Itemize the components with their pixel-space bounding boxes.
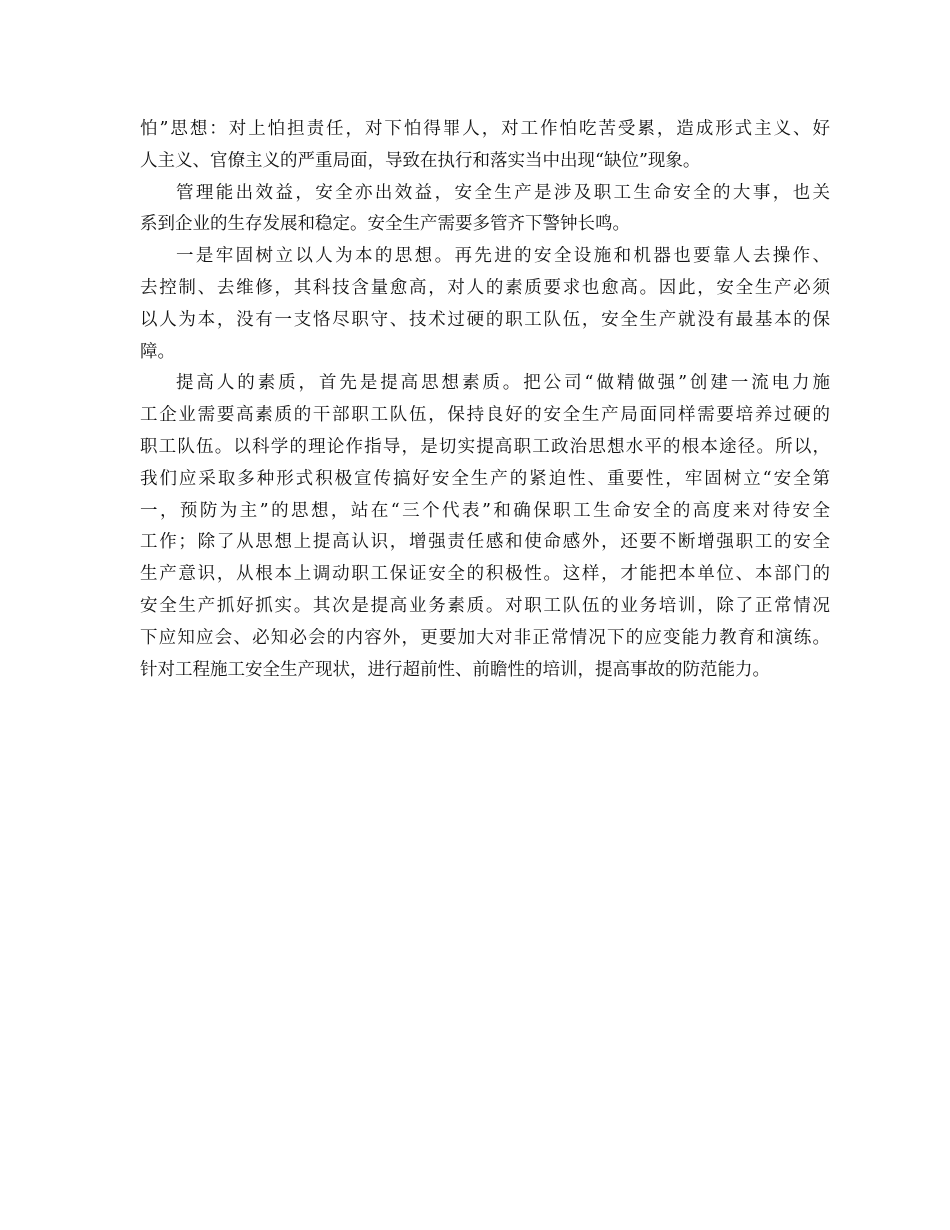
text-line: 障。 xyxy=(140,341,175,362)
text-line: 以人为本，没有一支恪尽职守、技术过硬的职工队伍，安全生产就没有最基本的保 xyxy=(140,309,830,330)
text-line: 提高人的素质，首先是提高思想素质。把公司“做精做强”创建一流电力施 xyxy=(176,373,830,394)
text-line: 安全生产抓好抓实。其次是提高业务素质。对职工队伍的业务培训，除了正常情况 xyxy=(140,595,830,616)
text-line: 针对工程施工安全生产现状，进行超前性、前瞻性的培训，提高事故的防范能力。 xyxy=(140,659,770,680)
document-body xyxy=(140,114,830,686)
text-line: 我们应采取多种形式积极宣传搞好安全生产的紧迫性、重要性，牢固树立“安全第 xyxy=(140,468,830,489)
text-line: 工企业需要高素质的干部职工队伍，保持良好的安全生产局面同样需要培养过硬的 xyxy=(140,405,830,426)
text-line: 下应知应会、必知必会的内容外，更要加大对非正常情况下的应变能力教育和演练。 xyxy=(140,627,830,648)
text-line: 生产意识，从根本上调动职工保证安全的积极性。这样，才能把本单位、本部门的 xyxy=(140,564,830,585)
text-line: 去控制、去维修，其科技含量愈高，对人的素质要求也愈高。因此，安全生产必须 xyxy=(140,277,830,298)
text-line: 职工队伍。以科学的理论作指导，是切实提高职工政治思想水平的根本途径。所以， xyxy=(140,436,830,457)
text-line: 系到企业的生存发展和稳定。安全生产需要多管齐下警钟长鸣。 xyxy=(140,214,630,235)
text-line: 人主义、官僚主义的严重局面，导致在执行和落实当中出现“缺位”现象。 xyxy=(140,150,701,171)
paragraph-2 xyxy=(140,178,830,242)
paragraph-3 xyxy=(140,241,830,368)
text-line: 管理能出效益，安全亦出效益，安全生产是涉及职工生命安全的大事，也关 xyxy=(176,182,830,203)
text-line: 工作；除了从思想上提高认识，增强责任感和使命感外，还要不断增强职工的安全 xyxy=(140,532,830,553)
text-line: 一是牢固树立以人为本的思想。再先进的安全设施和机器也要靠人去操作、 xyxy=(176,246,830,267)
paragraph-4 xyxy=(140,368,830,686)
text-line: 一，预防为主”的思想，站在“三个代表”和确保职工生命安全的高度来对待安全 xyxy=(140,500,830,521)
text-line: 怕”思想：对上怕担责任，对下怕得罪人，对工作怕吃苦受累，造成形式主义、好 xyxy=(140,119,830,139)
paragraph-1 xyxy=(140,114,830,178)
